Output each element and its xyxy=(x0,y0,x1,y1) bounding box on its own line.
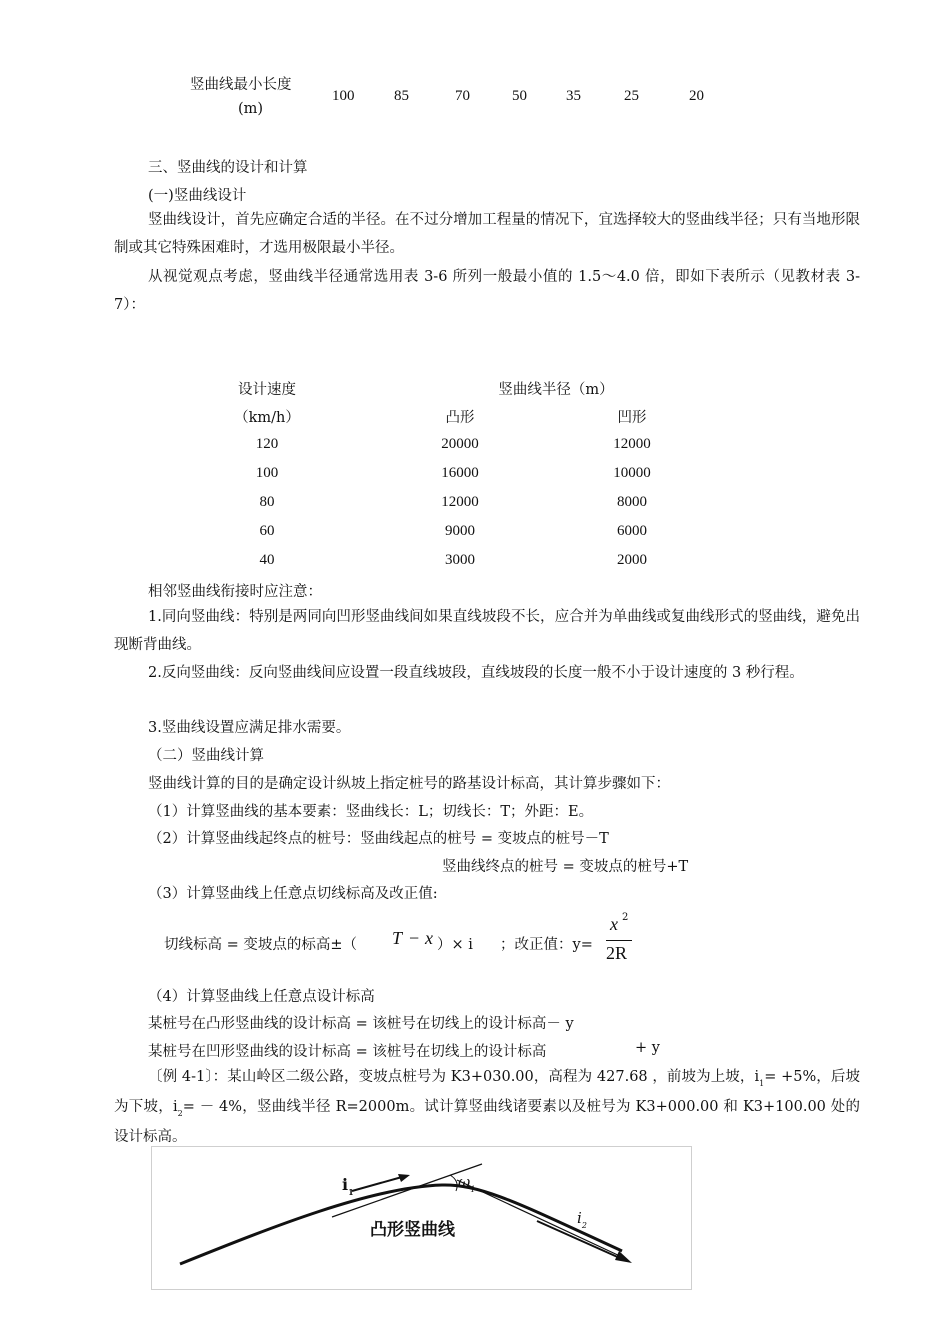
convex-curve-figure xyxy=(151,1146,692,1290)
step-item: （3）计算竖曲线上任意点切线标高及改正值: xyxy=(148,886,438,902)
table-header-radius: 竖曲线半径（m） xyxy=(498,382,614,398)
formula-correction-label: ；改正值：y= xyxy=(500,937,593,953)
section-title: 三、竖曲线的设计和计算 xyxy=(148,160,308,176)
table-cell-convex: 12000 xyxy=(441,494,479,510)
table-header-speed: 设计速度 xyxy=(238,382,296,398)
table-cell-concave: 8000 xyxy=(617,494,647,510)
min-length-label: 竖曲线最小长度 xyxy=(190,77,292,93)
table-cell-speed: 60 xyxy=(259,523,275,539)
label-omega xyxy=(458,1173,476,1194)
label-i1-sub: 1 xyxy=(348,1187,354,1197)
min-length-value: 25 xyxy=(624,88,639,104)
arrow-i1-head xyxy=(398,1174,410,1182)
formula-denominator: 2R xyxy=(606,943,628,963)
note-item: 1.同向竖曲线：特别是两同向凹形竖曲线间如果直线坡段不长，应合并为单曲线或复曲线形式的竖曲线，避免出现断背曲线。 xyxy=(114,609,860,653)
note-item: 3.竖曲线设置应满足排水需要。 xyxy=(148,720,351,736)
label-i1 xyxy=(342,1175,354,1197)
formula-numerator-exp: 2 xyxy=(622,912,629,923)
table-cell-convex: 16000 xyxy=(441,465,479,481)
paragraph: 竖曲线设计，首先应确定合适的半径。在不过分增加工程量的情况下，宜选择较大的竖曲线半径；只有当地形限制或其它特殊困难时，才选用极限最小半径。 xyxy=(114,212,860,256)
formula-right-text: ）× i xyxy=(437,937,473,953)
min-length-value: 70 xyxy=(455,88,470,104)
label-i2-sub: 2 xyxy=(581,1221,587,1230)
example-text: = － 4%，竖曲线半径 R=2000m。试计算竖曲线诸要素以及桩号为 K3+000.00 和 K3+100.00 处的设计标高。 xyxy=(114,1099,860,1145)
table-cell-concave: 6000 xyxy=(617,523,647,539)
label-i2 xyxy=(577,1209,587,1230)
angle-arc xyxy=(450,1175,457,1191)
table-cell-convex: 9000 xyxy=(445,523,475,539)
table-cell-concave: 10000 xyxy=(613,465,651,481)
step-item: （1）计算竖曲线的基本要素：竖曲线长：L；切线长：T；外距：E。 xyxy=(148,804,594,820)
label-omega-sub: 1 xyxy=(470,1185,476,1194)
min-length-unit: (m) xyxy=(238,101,264,117)
table-cell-speed: 80 xyxy=(259,494,275,510)
arrow-i1 xyxy=(352,1177,402,1191)
label-i2-text: i xyxy=(577,1209,582,1227)
example-subscript: 1 xyxy=(759,1079,765,1088)
table-cell-speed: 100 xyxy=(255,465,279,481)
subsection-title: （二）竖曲线计算 xyxy=(148,748,264,764)
table-cell-convex: 20000 xyxy=(441,436,479,452)
example-paragraph xyxy=(114,1063,860,1151)
fraction-bar xyxy=(606,940,632,941)
note-item: 2.反向竖曲线：反向竖曲线间应设置一段直线坡段，直线坡段的长度一般不小于设计速度的 3 秒行程。 xyxy=(148,665,804,681)
note-title: 相邻竖曲线衔接时应注意： xyxy=(148,584,322,600)
example-subscript: 2 xyxy=(177,1109,183,1118)
example-text: = +5%，后坡为下坡，i xyxy=(114,1069,860,1115)
concave-suffix: + y xyxy=(635,1040,660,1056)
min-length-value: 35 xyxy=(566,88,581,104)
table-cell-concave: 12000 xyxy=(613,436,651,452)
formula-numerator: x xyxy=(610,914,618,934)
arrow-i2-head xyxy=(615,1251,632,1263)
table-header-concave: 凹形 xyxy=(617,410,647,426)
step-item: （2）计算竖曲线起终点的桩号：竖曲线起点的桩号 = 变坡点的桩号－T xyxy=(148,831,609,847)
paragraph: 从视觉观点考虑，竖曲线半径通常选用表 3-6 所列一般最小值的 1.5～4.0 倍，即如下表所示（见教材表 3-7）： xyxy=(114,269,860,313)
subsection-title: (一)竖曲线设计 xyxy=(148,188,247,204)
formula-T: T xyxy=(392,928,403,948)
table-header-speed-unit: （km/h） xyxy=(234,410,300,426)
figure-caption: 凸形竖曲线 xyxy=(370,1220,455,1240)
min-length-value: 20 xyxy=(689,88,704,104)
example-text: 〔例 4-1〕：某山岭区二级公路，变坡点桩号为 K3+030.00，高程为 427.68 ，前坡为上坡，i xyxy=(148,1069,760,1085)
convex-formula: 某桩号在凸形竖曲线的设计标高 = 该桩号在切线上的设计标高－ y xyxy=(148,1016,574,1032)
min-length-value: 50 xyxy=(512,88,527,104)
step-item: 竖曲线终点的桩号 = 变坡点的桩号+T xyxy=(442,859,689,875)
label-omega-text: ω xyxy=(458,1173,471,1191)
formula-left-text: 切线标高 = 变坡点的标高±（ xyxy=(164,937,358,953)
table-cell-speed: 40 xyxy=(259,552,275,568)
step-item: （4）计算竖曲线上任意点设计标高 xyxy=(148,989,375,1005)
table-header-convex: 凸形 xyxy=(445,410,475,426)
tangent-line-2 xyxy=(457,1180,622,1257)
table-cell-convex: 3000 xyxy=(445,552,475,568)
concave-formula: 某桩号在凹形竖曲线的设计标高 = 该桩号在切线上的设计标高 xyxy=(148,1044,547,1060)
paragraph: 竖曲线计算的目的是确定设计纵坡上指定桩号的路基设计标高，其计算步骤如下： xyxy=(148,776,670,792)
min-length-value: 100 xyxy=(332,88,355,104)
min-length-value: 85 xyxy=(394,88,409,104)
formula-minus: − xyxy=(409,928,420,948)
formula-x: x xyxy=(425,928,433,948)
table-cell-concave: 2000 xyxy=(617,552,647,568)
table-cell-speed: 120 xyxy=(255,436,279,452)
label-i1-text: i xyxy=(342,1175,349,1194)
